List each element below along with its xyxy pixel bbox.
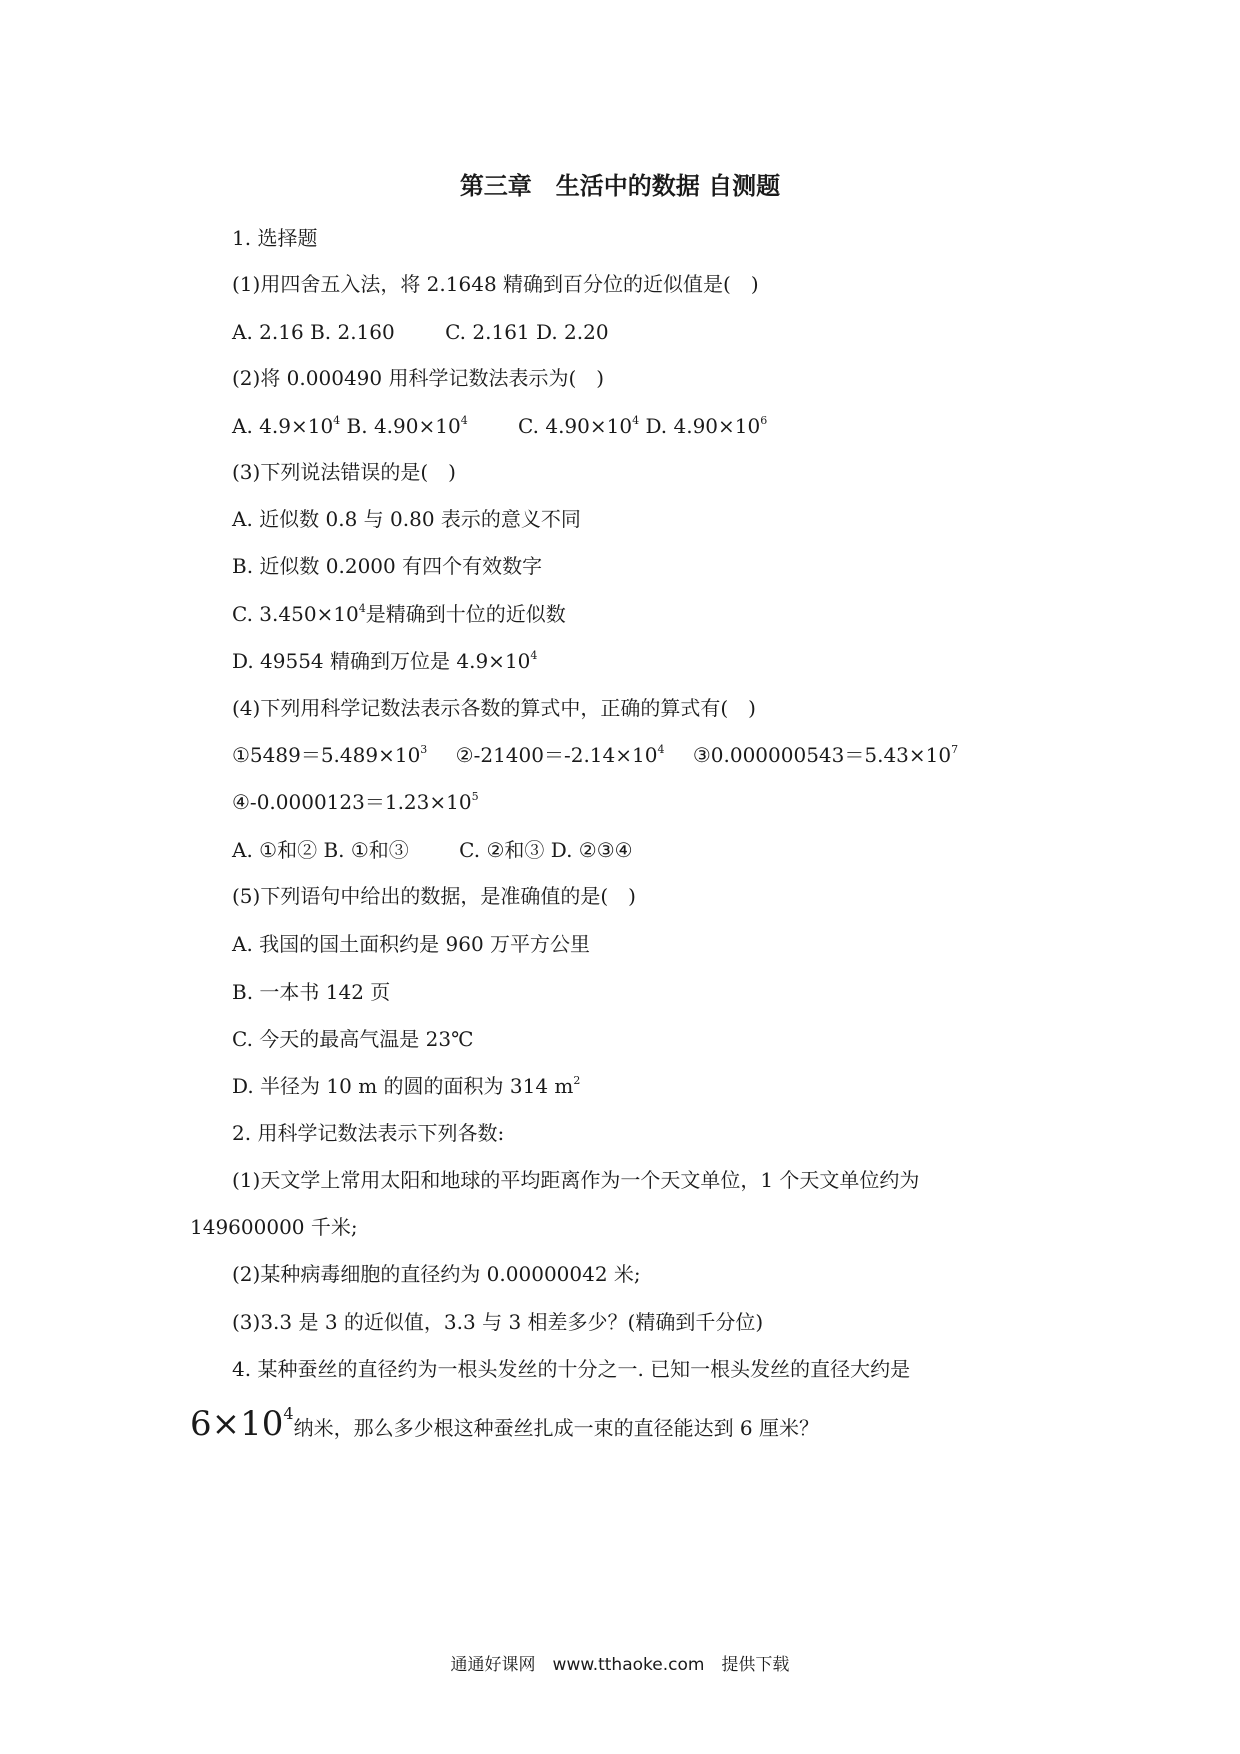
s2-q1-line1: (1)天文学上常用太阳和地球的平均距离作为一个天文单位，1 个天文单位约为 [232,1168,920,1192]
q2-option-a: A. $4.9\times 10^4$ [232,414,341,438]
q1-options [232,320,609,344]
q2-option-b: B. $4.90\times 10^4$ [346,414,468,438]
q4-option-c: C. ②和③ [459,838,545,862]
q1-option-d: D. 2.20 [536,320,609,344]
q5-option-d: D. 半径为 10 m 的圆的面积为 314 $m^2$ [232,1074,581,1098]
q1-option-b: B. 2.160 [310,320,395,344]
section-2-heading: 2. 用科学记数法表示下列各数: [232,1121,505,1145]
q4-stem: (4)下列用科学记数法表示各数的算式中，正确的算式有( ) [232,696,756,720]
q5-option-a: A. 我国的国土面积约是 960 万平方公里 [232,932,591,956]
q2-options [232,414,767,438]
q3-option-c: C. $3.450\times 10^4$是精确到十位的近似数 [232,602,566,626]
q4-expr-3: $③0.000000543=5.43\times 10^7$ [692,743,959,767]
s2-q2: (2)某种病毒细胞的直径约为 0.00000042 米; [232,1262,641,1286]
q1-option-c: C. 2.161 [445,320,530,344]
q3-option-b: B. 近似数 0.2000 有四个有效数字 [232,554,543,578]
q3-option-a: A. 近似数 0.8 与 0.80 表示的意义不同 [232,507,581,531]
q3-stem: (3)下列说法错误的是( ) [232,460,456,484]
section-1-heading: 1. 选择题 [232,226,318,250]
q4-expr-2: $②-21400=-2.14\times 10^4$ [455,743,665,767]
q5-option-b: B. 一本书 142 页 [232,980,391,1004]
s4-big-expression: $6\times 10^4$ [190,1404,294,1444]
s2-q3: (3)3.3 是 3 的近似值，3.3 与 3 相差多少？(精确到千分位) [232,1310,764,1334]
q5-option-c: C. 今天的最高气温是 23℃ [232,1027,474,1051]
page-title: 第三章 生活中的数据 自测题 [459,172,781,200]
q2-option-d: D. $4.90\times 10^6$ [645,414,768,438]
s4-line2: $6\times 10^4$纳米，那么多少根这种蚕丝扎成一束的直径能达到 6 厘米？ [190,1404,820,1444]
q4-options [232,838,633,862]
q2-option-c: C. $4.90\times 10^4$ [518,414,640,438]
s2-q1-line2: 149600000 千米; [190,1215,358,1239]
q2-stem: (2)将 0.000490 用科学记数法表示为( ) [232,366,605,390]
q4-option-b: B. ①和③ [323,838,409,862]
q4-option-d: D. ②③④ [550,838,633,862]
q4-expr-4: $④-0.0000123=1.23\times 10^5$ [232,790,479,814]
q4-expressions [232,743,958,767]
q1-stem: (1)用四舍五入法，将 2.1648 精确到百分位的近似值是( ) [232,272,759,296]
q1-option-a: A. 2.16 [232,320,304,344]
s4-line1: 4. 某种蚕丝的直径约为一根头发丝的十分之一. 已知一根头发丝的直径大约是 [232,1357,911,1381]
q4-option-a: A. ①和② [232,838,318,862]
q3-option-d: D. 49554 精确到万位是 $4.9\times 10^4$ [232,649,538,673]
footer-credit: 通通好课网 www.tthaoke.com 提供下载 [450,1655,790,1675]
q4-expr-1: $①5489=5.489\times 10^3$ [232,743,428,767]
q5-stem: (5)下列语句中给出的数据，是准确值的是( ) [232,884,636,908]
